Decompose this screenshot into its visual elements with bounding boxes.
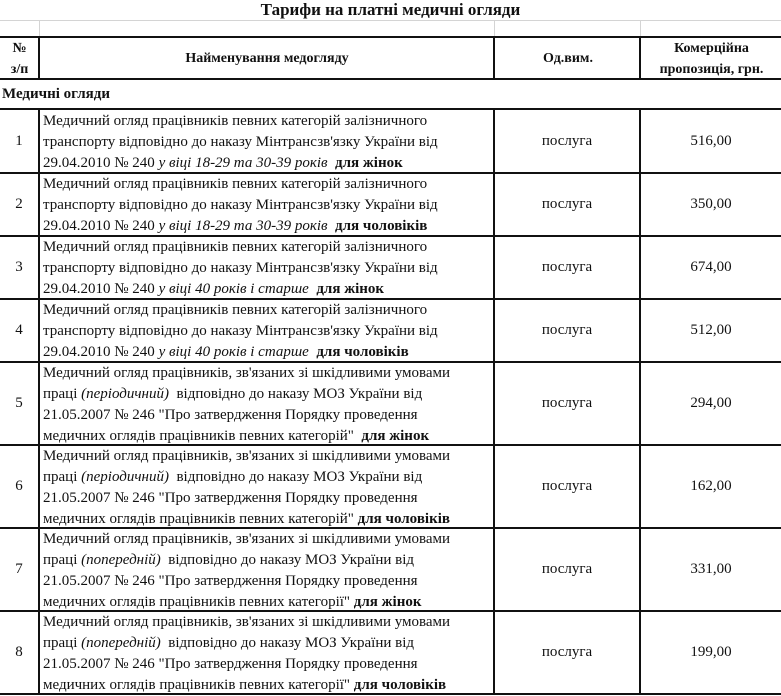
table-border	[493, 171, 495, 236]
table-border	[38, 108, 40, 173]
description-segment: відповідно до наказу МОЗ України від	[160, 635, 415, 651]
description-segment: у віці 40 років і старше	[158, 344, 309, 360]
row-description	[40, 528, 493, 611]
description-segment: Медичний огляд працівників певних категорій залізничного	[43, 176, 428, 192]
header-number	[0, 38, 39, 79]
description-line	[43, 571, 493, 592]
row-unit: послуга	[541, 395, 593, 411]
table-border	[493, 360, 495, 445]
description-line	[43, 612, 493, 633]
row-price: 516,00	[690, 133, 732, 149]
row-price: 512,00	[690, 322, 732, 338]
row-number: 8	[15, 644, 23, 660]
description-line	[43, 174, 493, 195]
description-segment: у віці 40 років і старше	[158, 281, 309, 297]
description-segment: для жінок	[361, 428, 430, 444]
row-price: 199,00	[690, 644, 732, 660]
table-border	[0, 693, 781, 695]
table-border	[493, 609, 495, 694]
description-line	[43, 654, 493, 675]
description-segment: для жінок	[335, 155, 403, 171]
table-border	[38, 36, 40, 80]
header-unit: Од.вим.	[543, 51, 593, 66]
description-segment: Медичний огляд працівників певних категорій залізничного	[43, 113, 428, 129]
description-line	[43, 300, 493, 321]
table-border	[493, 108, 495, 173]
header-price-line2: пропозиція, грн.	[659, 61, 764, 77]
row-unit: послуга	[541, 133, 593, 149]
description-segment: медичних оглядів працівників певних категорій"	[43, 428, 362, 444]
description-segment: Медичний огляд працівників певних категорій залізничного	[43, 239, 428, 255]
description-segment: 21.05.2007 № 246 "Про затвердження Порядку проведення	[43, 573, 418, 589]
description-segment: для жінок	[353, 594, 422, 610]
page-title: Тарифи на платні медичні огляди	[260, 0, 521, 19]
row-price: 162,00	[690, 478, 732, 494]
description-line	[43, 550, 493, 571]
description-segment: транспорту відповідно до наказу Мінтрансзв'язку України від	[43, 260, 438, 276]
description-line	[43, 405, 493, 426]
row-unit: послуга	[541, 196, 593, 212]
row-number: 4	[15, 322, 23, 338]
table-border	[38, 171, 40, 236]
description-line	[43, 467, 493, 488]
row-price: 294,00	[690, 395, 732, 411]
description-segment: праці	[43, 469, 82, 485]
description-segment: для чоловіків	[335, 218, 428, 234]
description-segment: Медичний огляд працівників, зв'язаних зі шкідливими умовами	[43, 448, 451, 464]
header-price-line1: Комерційна	[674, 40, 749, 56]
description-segment: транспорту відповідно до наказу Мінтрансзв'язку України від	[43, 323, 438, 339]
table-border	[493, 36, 495, 80]
description-segment: (попередній)	[81, 635, 161, 651]
row-number: 5	[15, 395, 23, 411]
description-segment: транспорту відповідно до наказу Мінтрансзв'язку України від	[43, 134, 438, 150]
description-segment: Медичний огляд працівників, зв'язаних зі шкідливими умовами	[43, 614, 451, 630]
table-border	[639, 443, 641, 528]
description-segment: для чоловіків	[357, 511, 450, 527]
table-border	[639, 360, 641, 445]
description-segment: відповідно до наказу МОЗ України від	[168, 469, 423, 485]
description-line	[43, 488, 493, 509]
description-segment: Медичний огляд працівників певних категорій залізничного	[43, 302, 428, 318]
table-border	[639, 609, 641, 694]
row-number: 3	[15, 259, 23, 275]
row-description	[40, 445, 493, 528]
table-border	[38, 443, 40, 528]
gridline	[0, 20, 781, 21]
description-segment: 21.05.2007 № 246 "Про затвердження Порядку проведення	[43, 490, 418, 506]
row-number: 2	[15, 196, 23, 212]
table-border	[639, 36, 641, 80]
description-segment: 29.04.2010 № 240	[43, 281, 159, 297]
description-segment: 29.04.2010 № 240	[43, 155, 159, 171]
description-line	[43, 195, 493, 216]
row-number: 1	[15, 133, 23, 149]
description-line	[43, 446, 493, 467]
row-unit: послуга	[541, 478, 593, 494]
description-segment: відповідно до наказу МОЗ України від	[168, 386, 423, 402]
row-unit: послуга	[541, 259, 593, 275]
description-segment: у віці 18-29 та 30-39 років	[158, 218, 328, 234]
table-border	[38, 609, 40, 694]
table-border	[639, 171, 641, 236]
description-segment: відповідно до наказу МОЗ України від	[160, 552, 415, 568]
table-border	[493, 297, 495, 362]
row-description	[40, 173, 493, 236]
row-description	[40, 611, 493, 694]
description-segment: праці	[43, 552, 82, 568]
description-line	[43, 279, 493, 300]
description-line	[43, 363, 493, 384]
description-line	[43, 216, 493, 237]
description-segment: 21.05.2007 № 246 "Про затвердження Порядку проведення	[43, 407, 418, 423]
row-price: 674,00	[690, 259, 732, 275]
row-unit: послуга	[541, 322, 593, 338]
description-segment: Медичний огляд працівників, зв'язаних зі шкідливими умовами	[43, 365, 451, 381]
row-unit: послуга	[541, 561, 593, 577]
description-line	[43, 258, 493, 279]
description-segment: 29.04.2010 № 240	[43, 344, 159, 360]
description-segment: медичних оглядів працівників певних категорії"	[43, 594, 354, 610]
header-name: Найменування медогляду	[185, 51, 349, 66]
description-line	[43, 633, 493, 654]
table-border	[493, 234, 495, 299]
table-border	[38, 526, 40, 611]
table-border	[493, 443, 495, 528]
description-segment: 29.04.2010 № 240	[43, 218, 159, 234]
row-description	[40, 362, 493, 445]
description-line	[43, 153, 493, 174]
description-segment: (періодичний)	[81, 386, 169, 402]
description-segment: 21.05.2007 № 246 "Про затвердження Порядку проведення	[43, 656, 418, 672]
table-border	[38, 360, 40, 445]
header-number-line1: №	[12, 40, 27, 56]
description-segment	[328, 155, 336, 171]
table-border	[639, 297, 641, 362]
row-number: 6	[15, 478, 23, 494]
description-segment: для чоловіків	[316, 344, 409, 360]
header-number-line2: з/п	[10, 61, 29, 77]
table-border	[639, 234, 641, 299]
table-border	[639, 108, 641, 173]
row-price: 350,00	[690, 196, 732, 212]
description-segment: (періодичний)	[81, 469, 169, 485]
description-segment: праці	[43, 386, 82, 402]
description-segment: праці	[43, 635, 82, 651]
description-segment: транспорту відповідно до наказу Мінтрансзв'язку України від	[43, 197, 438, 213]
description-segment: у віці 18-29 та 30-39 років	[158, 155, 328, 171]
description-line	[43, 111, 493, 132]
row-unit: послуга	[541, 644, 593, 660]
row-description	[40, 110, 493, 173]
description-segment: для жінок	[316, 281, 385, 297]
table-border	[38, 234, 40, 299]
description-segment: медичних оглядів працівників певних категорії"	[43, 677, 354, 693]
description-line	[43, 529, 493, 550]
row-price: 331,00	[690, 561, 732, 577]
section-title: Медичні огляди	[2, 86, 110, 102]
description-line	[43, 132, 493, 153]
description-segment: медичних оглядів працівників певних категорій"	[43, 511, 358, 527]
description-line	[43, 237, 493, 258]
row-description	[40, 299, 493, 362]
table-border	[493, 526, 495, 611]
description-line	[43, 321, 493, 342]
row-number: 7	[15, 561, 23, 577]
table-border	[639, 526, 641, 611]
row-description	[40, 236, 493, 299]
description-segment: (попередній)	[81, 552, 161, 568]
description-line	[43, 342, 493, 363]
table-border	[38, 297, 40, 362]
description-segment	[328, 218, 336, 234]
description-line	[43, 384, 493, 405]
description-segment: для чоловіків	[353, 677, 447, 693]
header-price	[642, 38, 781, 79]
description-segment: Медичний огляд працівників, зв'язаних зі шкідливими умовами	[43, 531, 451, 547]
